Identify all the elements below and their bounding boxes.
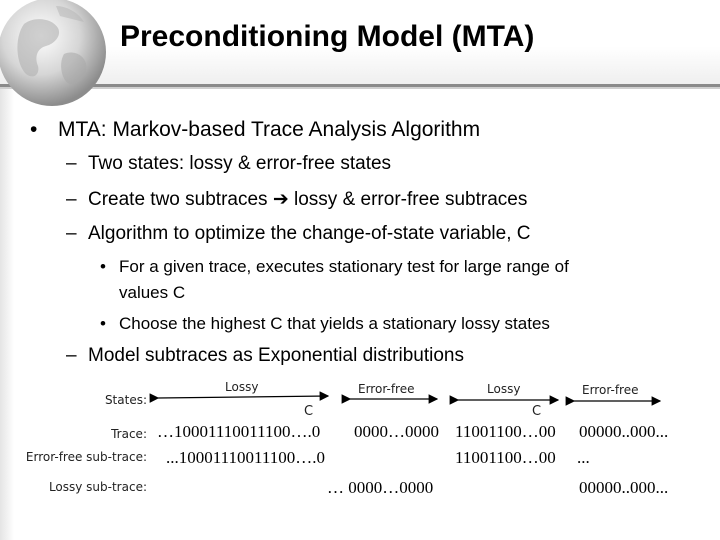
errorfree-subtrace-segment-2: 11001100…00 — [455, 448, 556, 467]
state-label-errorfree-2: Error-free — [582, 383, 639, 397]
c-label-2: C — [532, 404, 542, 419]
bullet-marker: • — [100, 314, 106, 333]
state-label-lossy-2: Lossy — [487, 382, 521, 396]
trace-row-label: Trace: — [111, 427, 147, 441]
state-label-errorfree-1: Error-free — [358, 382, 415, 396]
trace-segment-1: …10001110011100….0 — [157, 422, 321, 441]
trace-segment-3: 11001100…00 — [455, 422, 556, 441]
trace-segment-4: 00000..000... — [579, 422, 669, 441]
lossy-subtrace-row-label: Lossy sub-trace: — [48, 480, 147, 494]
bullet-text: lossy & error-free subtraces — [288, 189, 528, 210]
lossy-subtrace-segment-1: … 0000…0000 — [327, 478, 434, 497]
bullet-text: For a given trace, executes stationary test for large range of — [119, 257, 569, 276]
errorfree-subtrace-row-label: Error-free sub-trace: — [25, 450, 147, 464]
state-label-lossy-1: Lossy — [225, 380, 259, 394]
c-label-1: C — [304, 404, 314, 419]
bullet-text: Two states: lossy & error-free states — [88, 153, 392, 174]
trace-segment-2: 0000…0000 — [354, 422, 439, 441]
lossy-span-arrow-1 — [158, 396, 328, 398]
lossy-subtrace-segment-2: 00000..000... — [579, 478, 669, 497]
bullet-marker: • — [30, 118, 38, 141]
dash-marker: – — [66, 153, 77, 174]
slide-title: Preconditioning Model (MTA) — [120, 20, 535, 53]
bullet-text: Model subtraces as Exponential distributions — [88, 345, 464, 366]
states-row-label: States: — [104, 393, 147, 407]
dash-marker: – — [66, 345, 77, 366]
errorfree-subtrace-segment-3: ... — [577, 448, 590, 467]
dash-marker: – — [66, 189, 77, 210]
errorfree-subtrace-segment-1: ...10001110011100….0 — [166, 448, 325, 467]
bullet-text: Create two subtraces — [88, 189, 273, 210]
bullet-text: Choose the highest C that yields a stationary lossy states — [119, 314, 550, 333]
bullet-marker: • — [100, 257, 106, 276]
dash-marker: – — [66, 223, 77, 244]
bullet-text: Algorithm to optimize the change-of-state variable, C — [88, 223, 531, 244]
bullet-text: MTA: Markov-based Trace Analysis Algorithm — [58, 118, 481, 141]
bullet-text-continued: values C — [119, 283, 186, 302]
right-arrow-icon: ➔ — [272, 189, 289, 210]
